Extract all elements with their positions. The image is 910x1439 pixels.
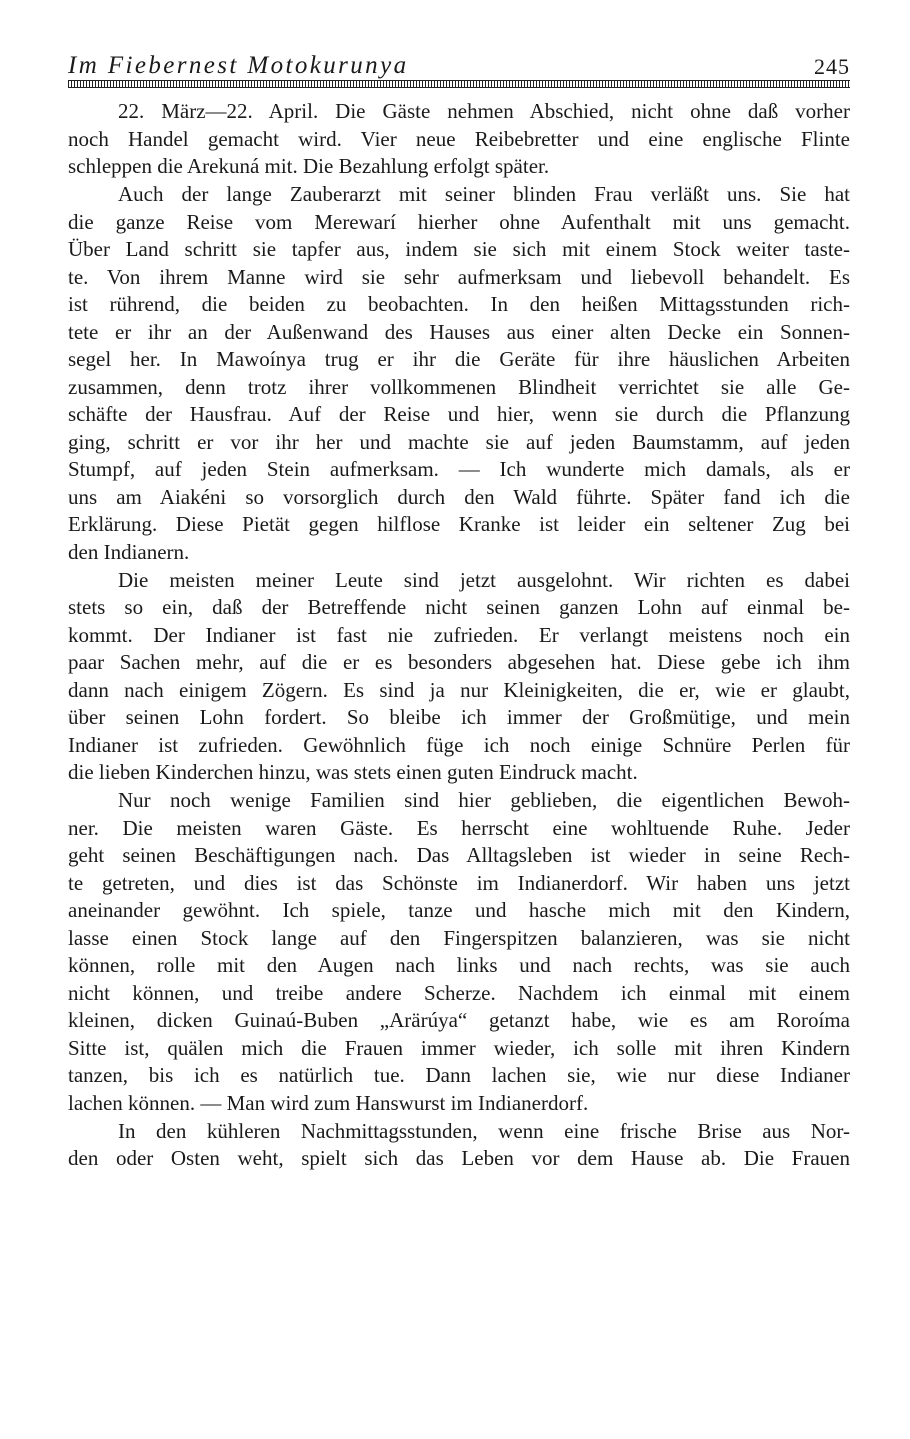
text-line: ist rührend, die beiden zu beobachten. In den heißen Mittagsstunden rich- <box>68 292 850 316</box>
body-text <box>68 98 850 1173</box>
text-line: Die meisten meiner Leute sind jetzt ausgelohnt. Wir richten es dabei <box>118 567 850 592</box>
text-line: Über Land schritt sie tapfer aus, indem sie sich mit einem Stock weiter taste- <box>68 237 850 261</box>
text-line: Indianer ist zufrieden. Gewöhnlich füge ich noch einige Schnüre Perlen für <box>68 732 850 757</box>
text-line: te getreten, und dies ist das Schönste im Indianerdorf. Wir haben uns jetzt <box>68 870 850 895</box>
text-line: ging, schritt er vor ihr her und machte sie auf jeden Baumstamm, auf jeden <box>68 429 850 454</box>
text-line: den oder Osten weht, spielt sich das Leben vor dem Hause ab. Die Frauen <box>68 1146 850 1170</box>
header-rule <box>68 80 850 88</box>
text-line: nicht können, und treibe andere Scherze. Nachdem ich einmal mit einem <box>68 980 850 1005</box>
text-line: 22. März—22. April. Die Gäste nehmen Abschied, nicht ohne daß vorher <box>118 99 850 123</box>
text-line: tete er ihr an der Außenwand des Hauses aus einer alten Decke ein Sonnen- <box>68 319 850 344</box>
text-line: paar Sachen mehr, auf die er es besonders abgesehen hat. Diese gebe ich ihm <box>68 650 850 674</box>
paragraph <box>68 567 850 787</box>
text-line: kommt. Der Indianer ist fast nie zufrieden. Er verlangt meistens noch ein <box>68 622 850 647</box>
text-line: dann nach einigem Zögern. Es sind ja nur Kleinigkeiten, die er, wie er glaubt, <box>68 677 850 702</box>
text-line: aneinander gewöhnt. Ich spiele, tanze und hasche mich mit den Kindern, <box>68 898 850 922</box>
text-line: segel her. In Mawoínya trug er ihr die Geräte für ihre häuslichen Arbeiten <box>68 347 850 371</box>
text-line: uns am Aiakéni so vorsorglich durch den Wald führte. Später fand ich die <box>68 484 850 509</box>
text-line: stets so ein, daß der Betreffende nicht seinen ganzen Lohn auf einmal be- <box>68 595 850 619</box>
text-line: die ganze Reise vom Merewarí hierher ohne Aufenthalt mit uns gemacht. <box>68 209 850 234</box>
book-page <box>68 50 850 1173</box>
page-number: 245 <box>814 54 850 79</box>
paragraph <box>68 98 850 181</box>
text-line: zusammen, denn trotz ihrer vollkommenen Blindheit verrichtet sie alle Ge- <box>68 374 850 399</box>
text-line: lasse einen Stock lange auf den Fingerspitzen balanzieren, was sie nicht <box>68 925 850 950</box>
paragraph <box>68 787 850 1117</box>
text-line: noch Handel gemacht wird. Vier neue Reibebretter und eine englische Flinte <box>68 126 850 151</box>
paragraph <box>68 181 850 566</box>
text-line: Stumpf, auf jeden Stein aufmerksam. — Ich wunderte mich damals, als er <box>68 457 850 481</box>
text-line: Erklärung. Diese Pietät gegen hilflose Kranke ist leider ein seltener Zug bei <box>68 512 850 536</box>
text-line: tanzen, bis ich es natürlich tue. Dann lachen sie, wie nur diese Indianer <box>68 1063 850 1087</box>
text-line: über seinen Lohn fordert. So bleibe ich immer der Großmütige, und mein <box>68 705 850 729</box>
running-title: Im Fiebernest Motokurunya <box>68 52 409 79</box>
text-line: lachen können. — Man wird zum Hanswurst im Indianerdorf. <box>68 1090 589 1115</box>
text-line: die lieben Kinderchen hinzu, was stets einen guten Eindruck macht. <box>68 760 638 784</box>
text-line: ner. Die meisten waren Gäste. Es herrscht eine wohltuende Ruhe. Jeder <box>68 815 850 840</box>
text-line: können, rolle mit den Augen nach links und nach rechts, was sie auch <box>68 953 850 977</box>
text-line: geht seinen Beschäftigungen nach. Das Alltagsleben ist wieder in seine Rech- <box>68 843 850 867</box>
text-line: schäfte der Hausfrau. Auf der Reise und hier, wenn sie durch die Pflanzung <box>68 402 850 426</box>
text-line: Nur noch wenige Familien sind hier geblieben, die eigentlichen Bewoh- <box>118 788 850 812</box>
text-line: In den kühleren Nachmittagsstunden, wenn eine frische Brise aus Nor- <box>118 1118 850 1143</box>
text-line: te. Von ihrem Manne wird sie sehr aufmerksam und liebevoll behandelt. Es <box>68 264 850 289</box>
text-line: kleinen, dicken Guinaú-Buben „Arärúya“ getanzt habe, wie es am Roroíma <box>68 1008 850 1032</box>
text-line: schleppen die Arekuná mit. Die Bezahlung erfolgt später. <box>68 154 550 178</box>
text-line: den Indianern. <box>68 539 190 564</box>
text-line: Auch der lange Zauberarzt mit seiner blinden Frau verläßt uns. Sie hat <box>118 182 850 206</box>
paragraph <box>68 1118 850 1173</box>
page-header <box>68 50 850 86</box>
text-line: Sitte ist, quälen mich die Frauen immer wieder, ich solle mit ihren Kindern <box>68 1035 850 1060</box>
